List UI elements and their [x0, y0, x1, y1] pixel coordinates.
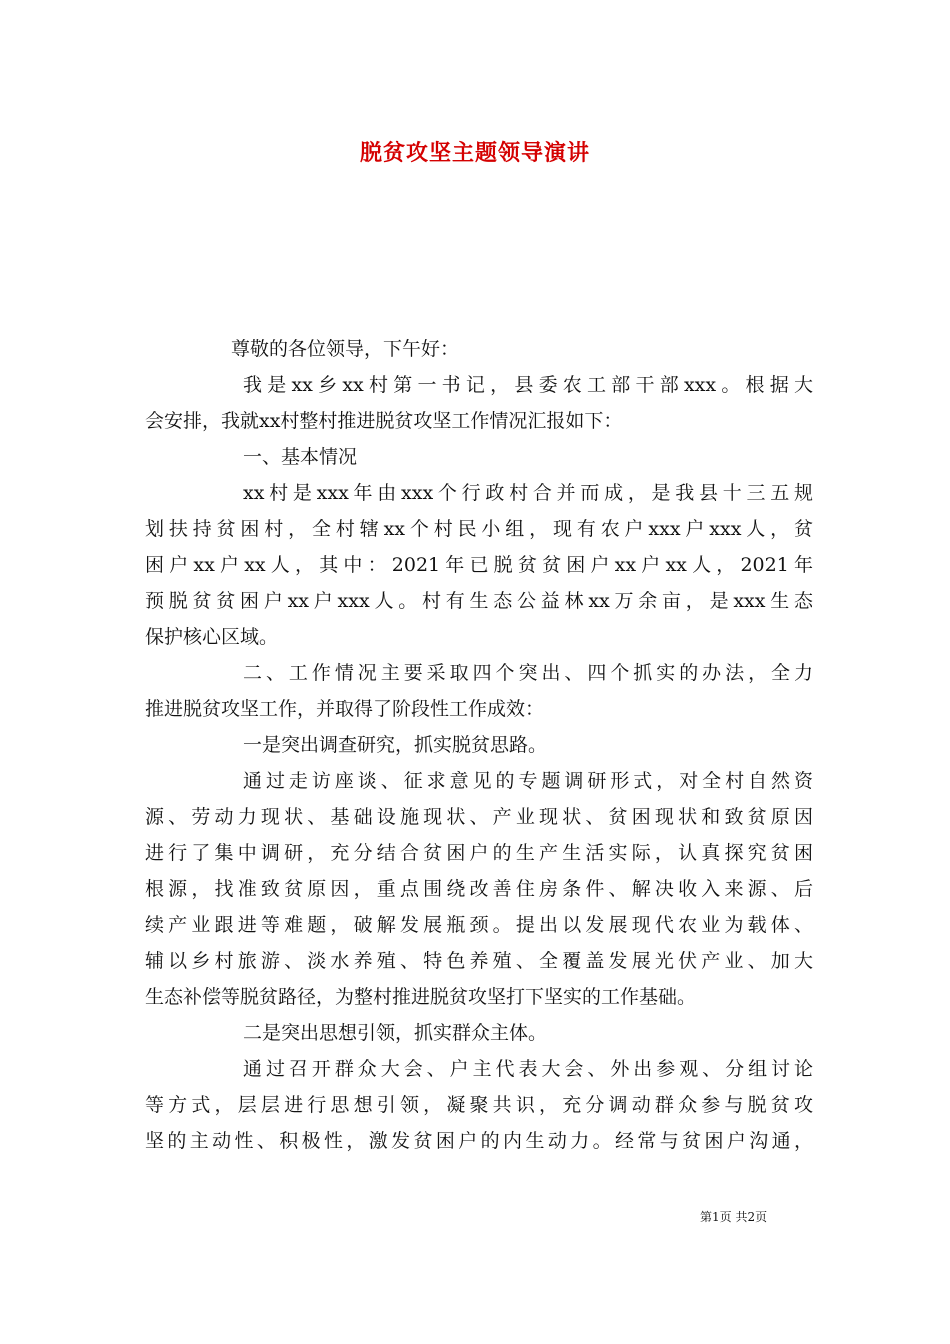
paragraph-line: 困户xx户xx人，其中：2021年已脱贫贫困户xx户xx人，2021年: [145, 554, 813, 576]
salutation-line: 尊敬的各位领导，下午好：: [231, 338, 460, 360]
page-number-footer: 第1页 共2页: [700, 1210, 768, 1224]
subsection-heading: 二是突出思想引领，抓实群众主体。: [243, 1022, 548, 1044]
paragraph-line: 通过召开群众大会、户主代表大会、外出参观、分组讨论: [243, 1058, 813, 1080]
paragraph-line: 辅以乡村旅游、淡水养殖、特色养殖、全覆盖发展光伏产业、加大: [145, 950, 813, 972]
paragraph-line: 推进脱贫攻坚工作，并取得了阶段性工作成效：: [145, 698, 545, 720]
paragraph-line: 进行了集中调研，充分结合贫困户的生产生活实际，认真探究贫困: [145, 842, 813, 864]
paragraph-line: 源、劳动力现状、基础设施现状、产业现状、贫困现状和致贫原因: [145, 806, 813, 828]
subsection-heading: 一是突出调查研究，抓实脱贫思路。: [243, 734, 548, 756]
paragraph-line: 根源，找准致贫原因，重点围绕改善住房条件、解决收入来源、后: [145, 878, 813, 900]
paragraph-line: 续产业跟进等难题，破解发展瓶颈。提出以发展现代农业为载体、: [145, 914, 813, 936]
paragraph-line: 通过走访座谈、征求意见的专题调研形式，对全村自然资: [243, 770, 813, 792]
paragraph-line: 预脱贫贫困户xx户xxx人。村有生态公益林xx万余亩，是xxx生态: [145, 590, 813, 612]
section-heading: 一、基本情况: [243, 446, 358, 468]
paragraph-line: 会安排，我就xx村整村推进脱贫攻坚工作情况汇报如下：: [145, 410, 623, 432]
section-heading: 二、工作情况主要采取四个突出、四个抓实的办法，全力: [243, 662, 813, 684]
paragraph-line: 保护核心区域。: [145, 626, 279, 648]
paragraph-line: xx村是xxx年由xxx个行政村合并而成，是我县十三五规: [243, 482, 813, 504]
paragraph-line: 我是xx乡xx村第一书记，县委农工部干部xxx。根据大: [243, 374, 813, 396]
paragraph-line: 生态补偿等脱贫路径，为整村推进脱贫攻坚打下坚实的工作基础。: [145, 986, 697, 1008]
paragraph-line: 划扶持贫困村，全村辖xx个村民小组，现有农户xxx户xxx人，贫: [145, 518, 813, 540]
paragraph-line: 等方式，层层进行思想引领，凝聚共识，充分调动群众参与脱贫攻: [145, 1094, 813, 1116]
document-title: 脱贫攻坚主题领导演讲: [359, 140, 590, 166]
paragraph-line: 坚的主动性、积极性，激发贫困户的内生动力。经常与贫困户沟通，: [145, 1130, 813, 1152]
